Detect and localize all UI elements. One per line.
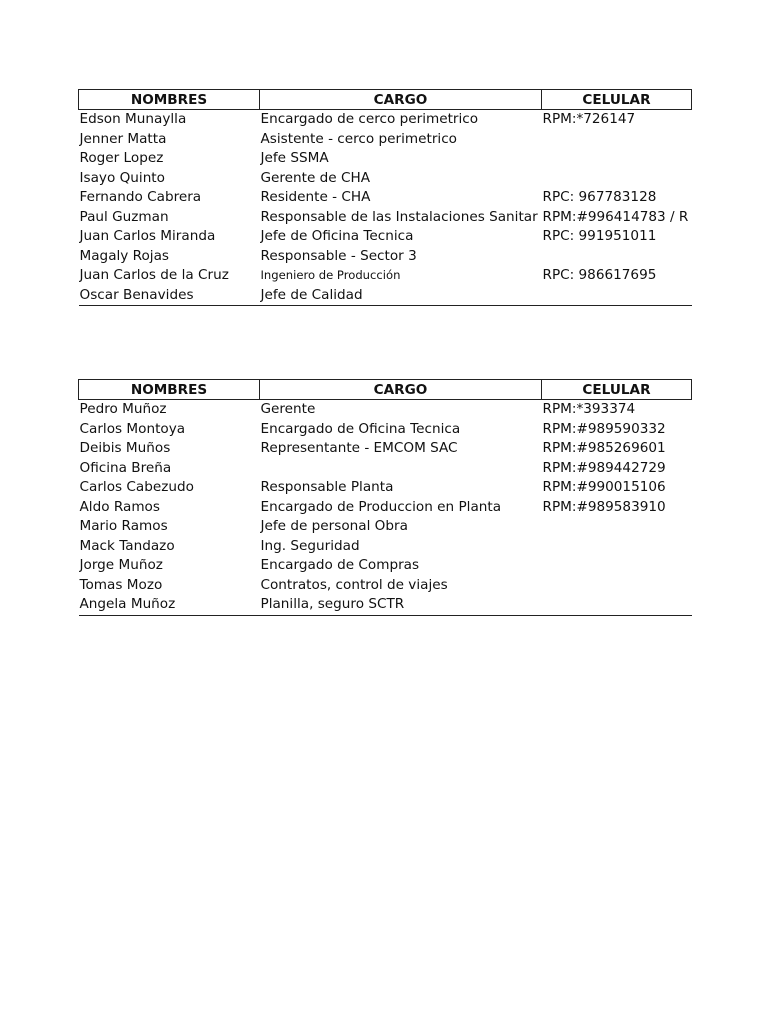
cell-nombre: Aldo Ramos	[79, 498, 160, 515]
table-row	[79, 227, 692, 247]
header-celular: CELULAR	[542, 380, 692, 400]
cell-cargo: Planilla, seguro SCTR	[260, 595, 542, 615]
cell-cargo: Responsable Planta	[260, 479, 394, 496]
table-row	[79, 576, 692, 596]
cell-celular	[542, 130, 692, 150]
cell-cargo: Residente - CHA	[260, 189, 371, 206]
cell-celular: RPM:#996414783 / R	[542, 208, 689, 225]
table-row	[79, 498, 692, 518]
cell-nombre: Paul Guzman	[79, 208, 169, 225]
table-row	[79, 188, 692, 208]
table-row	[79, 517, 692, 537]
cell-cargo: Encargado de Oficina Tecnica	[260, 420, 461, 437]
cell-nombre: Carlos Cabezudo	[79, 479, 194, 496]
cell-celular	[542, 537, 692, 557]
cell-celular: RPC: 967783128	[542, 189, 657, 206]
cell-nombre: Angela Muñoz	[79, 595, 260, 615]
cell-cargo: Jefe de Calidad	[260, 286, 542, 306]
cell-celular: RPM:#990015106	[542, 479, 666, 496]
cell-cargo: Responsable - Sector 3	[260, 247, 417, 264]
cell-cargo: Jefe de personal Obra	[260, 518, 408, 535]
cell-nombre: Tomas Mozo	[79, 576, 163, 593]
cell-nombre: Deibis Muños	[79, 440, 171, 457]
table-row	[79, 169, 692, 189]
table-row	[79, 420, 692, 440]
cell-celular	[542, 247, 692, 267]
cell-nombre: Roger Lopez	[79, 150, 164, 167]
header-cargo: CARGO	[260, 380, 542, 400]
header-nombres: NOMBRES	[79, 90, 260, 110]
cell-nombre: Oscar Benavides	[79, 286, 260, 306]
table-row	[79, 595, 692, 615]
table-row	[79, 266, 692, 286]
cell-cargo: Gerente de CHA	[260, 169, 371, 186]
cell-cargo	[260, 459, 542, 479]
cell-nombre: Jenner Matta	[79, 130, 167, 147]
table-row	[79, 439, 692, 459]
cell-celular: RPM:*393374	[542, 401, 636, 418]
cell-celular: RPC: 991951011	[542, 228, 657, 245]
cell-nombre: Magaly Rojas	[79, 247, 170, 264]
cell-celular	[542, 149, 692, 169]
cell-nombre: Fernando Cabrera	[79, 189, 202, 206]
cell-nombre: Mack Tandazo	[79, 537, 175, 554]
cell-celular: RPM:#989583910	[542, 498, 666, 515]
table-row	[79, 208, 692, 228]
cell-celular	[542, 169, 692, 189]
cell-nombre: Isayo Quinto	[79, 169, 165, 186]
cell-cargo: Jefe de Oficina Tecnica	[260, 228, 414, 245]
cell-celular	[542, 556, 692, 576]
cell-nombre: Oficina Breña	[79, 459, 172, 476]
cell-cargo: Ing. Seguridad	[260, 537, 360, 554]
header-row	[79, 90, 692, 110]
cell-celular	[542, 576, 692, 596]
table-row	[79, 400, 692, 420]
cell-celular: RPM:*726147	[542, 111, 636, 128]
header-cargo: CARGO	[260, 90, 542, 110]
table-row	[79, 537, 692, 557]
cell-nombre: Juan Carlos Miranda	[79, 228, 216, 245]
cell-cargo: Encargado de Produccion en Planta	[260, 498, 502, 515]
table-row	[79, 149, 692, 169]
cell-celular	[542, 595, 692, 615]
cell-celular: RPM:#989442729	[542, 459, 666, 476]
cell-celular: RPC: 986617695	[542, 267, 657, 284]
cell-celular: RPM:#989590332	[542, 420, 666, 437]
cell-cargo: Encargado de cerco perimetrico	[260, 111, 479, 128]
cell-cargo: Asistente - cerco perimetrico	[260, 130, 457, 147]
cell-nombre: Juan Carlos de la Cruz	[79, 267, 229, 284]
cell-cargo: Encargado de Compras	[260, 557, 420, 574]
table-row	[79, 556, 692, 576]
cell-cargo: Jefe SSMA	[260, 150, 329, 167]
table-row	[79, 286, 692, 306]
cell-cargo: Responsable de las Instalaciones Sanitar	[260, 208, 538, 225]
cell-cargo: Contratos, control de viajes	[260, 576, 448, 593]
cell-nombre: Mario Ramos	[79, 518, 168, 535]
header-row	[79, 380, 692, 400]
cell-cargo: Gerente	[260, 401, 316, 418]
header-nombres: NOMBRES	[79, 380, 260, 400]
cell-celular	[542, 286, 692, 306]
cell-cargo: Ingeniero de Producción	[260, 268, 401, 283]
cell-celular	[542, 517, 692, 537]
table-row	[79, 130, 692, 150]
contacts-table-2	[78, 379, 692, 616]
cell-celular: RPM:#985269601	[542, 440, 666, 457]
cell-nombre: Edson Munaylla	[79, 111, 187, 128]
header-celular: CELULAR	[542, 90, 692, 110]
cell-nombre: Jorge Muñoz	[79, 557, 163, 574]
table-row	[79, 478, 692, 498]
cell-nombre: Pedro Muñoz	[79, 401, 167, 418]
contacts-table-1	[78, 89, 692, 306]
table-row	[79, 247, 692, 267]
table-row	[79, 110, 692, 130]
cell-cargo: Representante - EMCOM SAC	[260, 440, 458, 457]
table-row	[79, 459, 692, 479]
cell-nombre: Carlos Montoya	[79, 420, 186, 437]
